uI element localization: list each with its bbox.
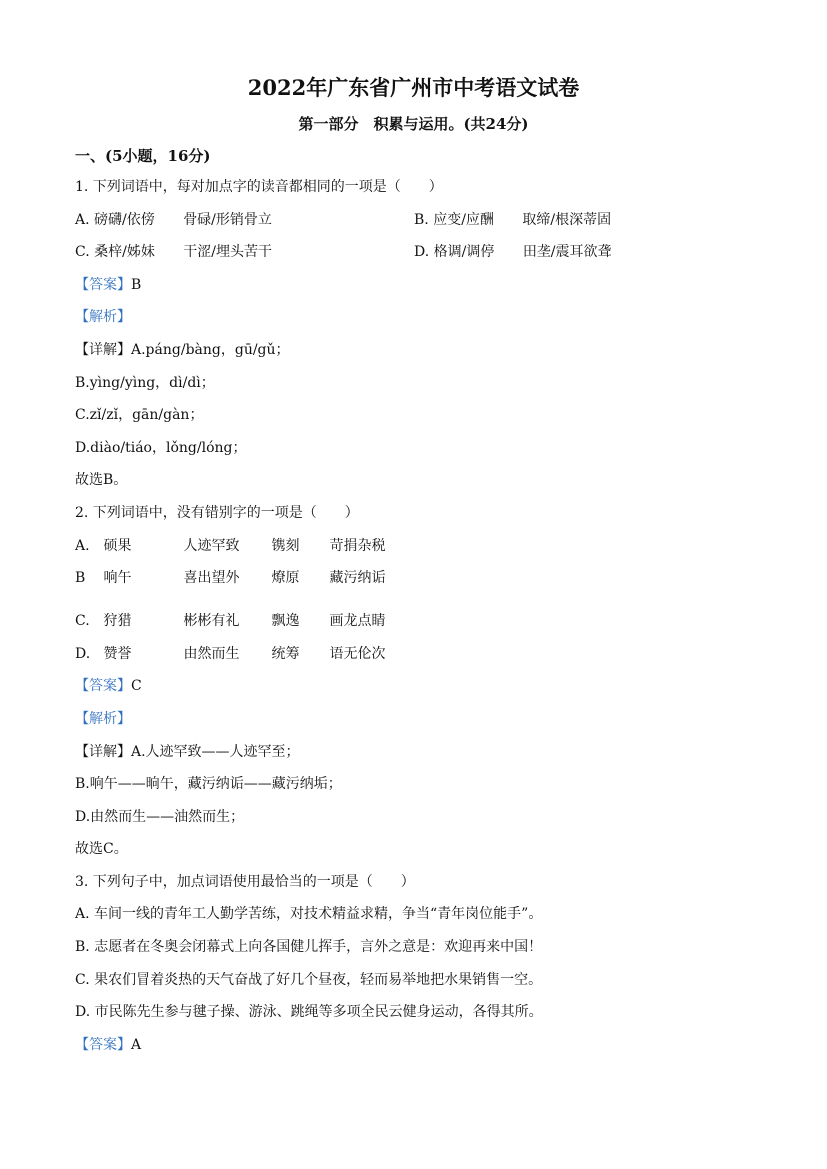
q1-options-row-2: [75, 241, 765, 274]
option-word-4: 藏污纳诟: [329, 570, 386, 587]
option-letter: B.: [414, 211, 429, 228]
option-word-2: 由然而生: [183, 645, 240, 662]
q3-option-d: D. 市民陈先生参与毽子操、游泳、跳绳等多项全民云健身运动，各得其所。: [75, 1004, 543, 1021]
q2-detail-a: [75, 741, 765, 774]
option-word-2: 人迹罕致: [183, 537, 240, 554]
option-letter: A.: [75, 537, 90, 554]
detail-tag: 【详解】: [75, 743, 131, 760]
option-word-1: 硕果: [103, 537, 132, 554]
option-word-3: 统筹: [271, 645, 300, 662]
detail-tag: 【详解】: [75, 341, 131, 358]
q1-option-a: [75, 209, 414, 242]
q2-answer: [75, 675, 765, 708]
option-letter: C.: [75, 244, 90, 261]
option-word-3: 燎原: [271, 570, 300, 587]
option-letter: A.: [75, 211, 90, 228]
option-word-1: 狩猎: [103, 613, 132, 630]
q3-option-a: A. 车间一线的青年工人勤学苦练，对技术精益求精，争当“青年岗位能手”。: [75, 906, 543, 923]
q2-option-b: [75, 567, 765, 610]
option-word-2: 喜出望外: [183, 570, 240, 587]
q2-detail-b: B.响午——晌午，藏污纳诟——藏污纳垢；: [75, 776, 342, 793]
q1-analysis: [75, 306, 765, 339]
q1-detail-d: D.diào/tiáo，lǒng/lóng；: [75, 439, 247, 456]
q1-options-row-1: [75, 209, 765, 242]
option-word-1: 桑梓/姊妹: [94, 244, 155, 261]
q2-option-a: [75, 535, 765, 568]
q3-option-c: C. 果农们冒着炎热的天气奋战了好几个昼夜，轻而易举地把水果销售一空。: [75, 971, 543, 988]
page-title: 2022年广东省广州市中考语文试卷: [247, 75, 580, 100]
detail-text: A.páng/bàng，gū/gǔ；: [131, 341, 290, 358]
q1-conclusion: 故选B。: [75, 472, 128, 489]
q2-option-d: [75, 643, 765, 676]
q1-answer: [75, 274, 765, 307]
q1-option-d: [414, 241, 753, 274]
option-word-2: 取缔/根深蒂固: [522, 211, 612, 228]
option-word-4: 语无伦次: [329, 645, 386, 662]
option-letter: D.: [414, 244, 430, 261]
q2-analysis: [75, 708, 765, 741]
answer-value: A: [131, 1036, 142, 1053]
option-word-4: 苛捐杂税: [329, 537, 386, 554]
document-body: [75, 176, 765, 1066]
q1-option-c: [75, 241, 414, 274]
option-word-4: 画龙点睛: [329, 613, 386, 630]
option-word-1: 赞誉: [103, 645, 132, 662]
q2-detail-d: D.由然而生——油然而生；: [75, 808, 245, 825]
answer-value: C: [131, 678, 142, 695]
q3-option-b: B. 志愿者在冬奥会闭幕式上向各国健儿挥手，言外之意是：欢迎再来中国！: [75, 939, 543, 956]
q1-option-b: [414, 209, 753, 242]
q1-detail-b: B.yìng/yìng，dì/dì；: [75, 374, 215, 391]
q1-detail-a: [75, 339, 765, 372]
option-word-2: 田垄/震耳欲聋: [522, 244, 612, 261]
q3-stem: 3. 下列句子中，加点词语使用最恰当的一项是（ ）: [75, 873, 415, 890]
section-heading: 一、(5小题，16分): [75, 147, 211, 165]
analysis-tag: 【解析】: [75, 309, 131, 326]
option-letter: D.: [75, 645, 91, 662]
detail-text: A.人迹罕致——人迹罕至；: [131, 743, 300, 760]
option-word-2: 彬彬有礼: [183, 613, 240, 630]
answer-tag: 【答案】: [75, 276, 131, 293]
q1-stem: 1. 下列词语中，每对加点字的读音都相同的一项是（ ）: [75, 179, 443, 195]
option-word-1: 磅礴/依傍: [94, 211, 155, 228]
q2-conclusion: 故选C。: [75, 841, 128, 858]
analysis-tag: 【解析】: [75, 710, 131, 727]
option-letter: C.: [75, 613, 90, 630]
option-letter: B: [75, 570, 86, 587]
answer-tag: 【答案】: [75, 1036, 131, 1053]
q2-option-c: [75, 610, 765, 643]
q2-stem: 2. 下列词语中，没有错别字的一项是（ ）: [75, 504, 359, 521]
q1-detail-c: C.zǐ/zǐ，gān/gàn；: [75, 407, 204, 424]
option-word-2: 骨碌/形销骨立: [183, 211, 272, 228]
option-word-3: 镌刻: [271, 537, 300, 554]
option-word-1: 应变/应酬: [433, 211, 494, 228]
option-word-1: 响午: [103, 570, 132, 587]
part-subtitle: 第一部分 积累与运用。(共24分): [298, 115, 529, 133]
option-word-3: 飘逸: [271, 613, 300, 630]
option-word-2: 干涩/埋头苦干: [183, 244, 273, 261]
answer-value: B: [131, 276, 142, 293]
q3-answer: [75, 1034, 765, 1067]
answer-tag: 【答案】: [75, 678, 131, 695]
option-word-1: 格调/调停: [433, 244, 495, 261]
